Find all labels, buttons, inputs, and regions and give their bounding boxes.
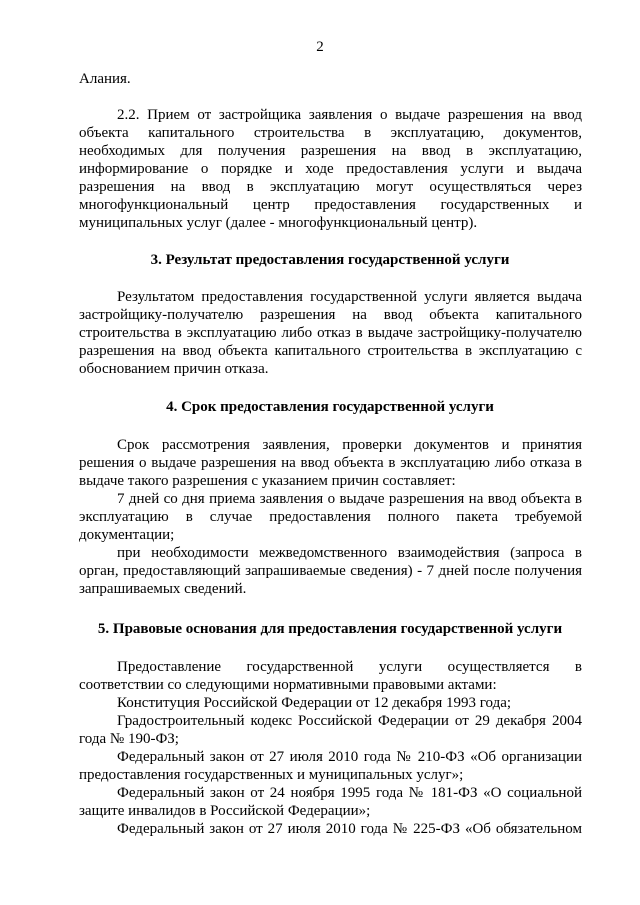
section-5-block [79, 658, 582, 838]
paragraph-5-3: Градостроительный кодекс Российской Федерации от 29 декабря 2004 года № 190-ФЗ; [79, 713, 582, 747]
top-fragment [79, 70, 582, 88]
paragraph-5-5: Федеральный закон от 24 ноября 1995 года № 181-ФЗ «О социальной защите инвалидов в Российской Федерации»; [79, 785, 582, 819]
paragraph-5-6: Федеральный закон от 27 июля 2010 года № 225-ФЗ «Об обязательном [117, 821, 582, 837]
paragraph-3-1: Результатом предоставления государственной услуги является выдача застройщику-получателю разрешения на ввод объекта капитального строительства в эксплуатацию либо отказ в выдаче застройщику-получателю разрешения на ввод объекта капитального строительства в эксплуатацию с обоснованием причин отказа. [79, 289, 582, 377]
paragraph-4-1: Срок рассмотрения заявления, проверки документов и принятия решения о выдаче разрешения на ввод объекта в эксплуатацию либо отказа в выдаче такого разрешения с указанием причин составляет: [79, 437, 582, 489]
paragraph-2-2: 2.2. Прием от застройщика заявления о выдаче разрешения на ввод объекта капитального строительства в эксплуатацию, документов, необходимых для получения разрешения на ввод в эксплуатацию, информирование о порядке и ходе предоставления услуги и выдача разрешения на ввод в эксплуатацию могут осуществляться через многофункциональный центр предоставления государственных и муниципальных услуг (далее - многофункциональный центр). [79, 107, 582, 231]
paragraph-4-3: при необходимости межведомственного взаимодействия (запроса в орган, предоставляющий запрашиваемые сведения) - 7 дней после получения запрашиваемых сведений. [79, 545, 582, 597]
paragraph-5-2: Конституция Российской Федерации от 12 декабря 1993 года; [117, 695, 512, 711]
paragraph-5-1: Предоставление государственной услуги осуществляется в соответствии со следующими нормативными правовыми актами: [79, 659, 582, 693]
paragraph-top-fragment: Алания. [79, 71, 131, 87]
paragraph-5-4: Федеральный закон от 27 июля 2010 года № 210-ФЗ «Об организации предоставления государственных и муниципальных услуг»; [79, 749, 582, 783]
section-5-heading: 5. Правовые основания для предоставления государственной услуги [97, 621, 563, 637]
section-2-block [79, 106, 582, 232]
page-number: 2 [316, 39, 324, 55]
paragraph-4-2: 7 дней со дня приема заявления о выдаче разрешения на ввод объекта в эксплуатацию в случае предоставления полного пакета требуемой документации; [79, 491, 582, 543]
section-4-block [79, 436, 582, 598]
section-4-heading: 4. Срок предоставления государственной услуги [166, 399, 494, 415]
section-3-block [79, 288, 582, 378]
section-3-heading: 3. Результат предоставления государственной услуги [150, 252, 510, 268]
